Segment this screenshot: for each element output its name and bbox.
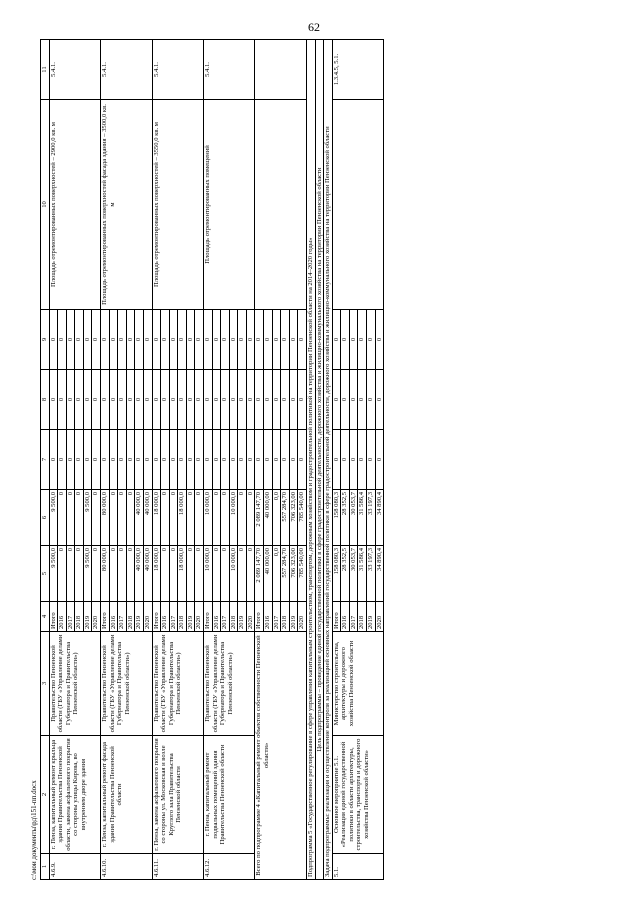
regional-cell: 0 [161, 490, 170, 546]
local-cell: 0 [366, 370, 375, 430]
local-cell: 0 [143, 370, 152, 430]
year-cell: Итого [101, 602, 110, 632]
header-cell: 2 [41, 736, 50, 854]
header-cell: 8 [41, 370, 50, 430]
budget-table-sheet [40, 40, 600, 880]
header-cell: 11 [41, 40, 50, 100]
extra-cell: 0 [186, 310, 195, 370]
federal-cell: 0 [161, 430, 170, 490]
section-text: Задача подпрограммы: реализация и осуществление контроля за реализацией основных направлений государственной политики в сфере градостроительной деятельности, дорожного хозяйства и жилищно-коммунального хозяйства на территории Пензенской области [324, 40, 333, 880]
extra-cell: 0 [83, 310, 92, 370]
header-cell: 9 [41, 310, 50, 370]
federal-cell: 0 [281, 430, 290, 490]
regional-cell: 0 [109, 490, 118, 546]
federal-cell: 0 [349, 430, 358, 490]
year-cell: 2017 [272, 602, 281, 632]
extra-cell: 0 [152, 310, 161, 370]
federal-cell: 0 [332, 430, 341, 490]
local-cell: 0 [221, 370, 230, 430]
federal-cell: 0 [49, 430, 58, 490]
regional-cell: 0 [92, 490, 101, 546]
regional-cell: 33 197,3 [366, 490, 375, 546]
regional-cell: 28 352,5 [341, 490, 350, 546]
regional-cell: 2 089 147,70 [255, 490, 264, 546]
year-cell: 2020 [92, 602, 101, 632]
local-cell: 0 [135, 370, 144, 430]
total-cell: 40 000,00 [264, 546, 273, 602]
total-cell: 0 [66, 546, 75, 602]
extra-cell: 0 [169, 310, 178, 370]
page-number: 62 [308, 20, 320, 34]
regional-cell: 0 [246, 490, 255, 546]
federal-cell: 0 [203, 430, 212, 490]
local-cell: 0 [289, 370, 298, 430]
year-cell: 2020 [375, 602, 384, 632]
extra-cell: 0 [143, 310, 152, 370]
regional-cell: 9 500,0 [49, 490, 58, 546]
total-cell: 9 500,0 [83, 546, 92, 602]
year-cell: 2017 [169, 602, 178, 632]
extra-cell: 0 [298, 310, 307, 370]
federal-cell: 0 [152, 430, 161, 490]
extra-cell: 0 [161, 310, 170, 370]
federal-cell: 0 [229, 430, 238, 490]
year-cell: 2019 [135, 602, 144, 632]
local-cell: 0 [75, 370, 84, 430]
section-row [324, 40, 333, 880]
year-cell: Итого [203, 602, 212, 632]
federal-cell: 0 [75, 430, 84, 490]
federal-cell: 0 [135, 430, 144, 490]
local-cell: 0 [332, 370, 341, 430]
extra-cell: 0 [332, 310, 341, 370]
local-cell: 0 [298, 370, 307, 430]
extra-cell: 0 [255, 310, 264, 370]
year-cell: 2017 [66, 602, 75, 632]
local-cell: 0 [238, 370, 247, 430]
regional-cell: 785 540,00 [298, 490, 307, 546]
extra-cell: 0 [238, 310, 247, 370]
indicator-cell [255, 100, 306, 310]
regional-cell: 31 586,4 [358, 490, 367, 546]
extra-cell: 0 [289, 310, 298, 370]
year-cell: 2019 [366, 602, 375, 632]
regional-cell: 18 000,0 [178, 490, 187, 546]
year-cell: 2018 [75, 602, 84, 632]
local-cell: 0 [358, 370, 367, 430]
executor: Правительство Пензенской области (ГБУ «Управление делами Губернатора и Правительства Пензенской области») [49, 632, 100, 736]
year-cell: 2016 [58, 602, 67, 632]
regional-cell: 0 [118, 490, 127, 546]
indicator-cell: Площадь отремонтированных поверхностей фасада здания – 3500,0 кв. м [101, 100, 152, 310]
link-cell: 5.4.1. [101, 40, 152, 100]
extra-cell: 0 [221, 310, 230, 370]
regional-cell: 0 [169, 490, 178, 546]
federal-cell: 0 [264, 430, 273, 490]
total-cell: 10 000,0 [229, 546, 238, 602]
section-row [306, 40, 315, 880]
total-cell: 0 [246, 546, 255, 602]
extra-cell: 0 [358, 310, 367, 370]
header-row [41, 40, 50, 880]
extra-cell: 0 [195, 310, 204, 370]
extra-cell: 0 [92, 310, 101, 370]
extra-cell: 0 [109, 310, 118, 370]
regional-cell: 40 000,00 [264, 490, 273, 546]
row-number: 4.6.11. [152, 854, 203, 880]
year-cell: Итого [332, 602, 341, 632]
federal-cell: 0 [341, 430, 350, 490]
year-cell: Итого [49, 602, 58, 632]
local-cell: 0 [203, 370, 212, 430]
local-cell: 0 [195, 370, 204, 430]
year-cell: 2017 [221, 602, 230, 632]
federal-cell: 0 [246, 430, 255, 490]
year-cell: 2017 [118, 602, 127, 632]
regional-cell: 10 000,0 [203, 490, 212, 546]
extra-cell: 0 [229, 310, 238, 370]
indicator-cell: Площадь отремонтированных поверхностей – 2900,0 кв. м [49, 100, 100, 310]
measure-name: Основное мероприятие 5.1. «Реализация единой государственной политики в области архитектуры, строительства, транспорта и дорожного хозяйства Пензенской области» [332, 736, 383, 854]
extra-cell: 0 [246, 310, 255, 370]
header-cell: 7 [41, 430, 50, 490]
local-cell: 0 [281, 370, 290, 430]
regional-cell: 0 [126, 490, 135, 546]
extra-cell: 0 [49, 310, 58, 370]
federal-cell: 0 [66, 430, 75, 490]
regional-cell: 0 [58, 490, 67, 546]
local-cell: 0 [169, 370, 178, 430]
local-cell: 0 [246, 370, 255, 430]
extra-cell: 0 [366, 310, 375, 370]
local-cell: 0 [66, 370, 75, 430]
year-cell: 2019 [83, 602, 92, 632]
total-cell: 40 000,0 [135, 546, 144, 602]
total-cell: 80 000,0 [101, 546, 110, 602]
local-cell: 0 [229, 370, 238, 430]
federal-cell: 0 [83, 430, 92, 490]
year-cell: 2016 [109, 602, 118, 632]
link-cell: 5.4.1. [203, 40, 254, 100]
local-cell: 0 [178, 370, 187, 430]
total-label: Всего по подпрограмме 4 «Капитальный ремонт объектов собственности Пензенской области» [255, 632, 306, 880]
year-cell: 2018 [229, 602, 238, 632]
year-cell: 2018 [126, 602, 135, 632]
total-cell: 0 [118, 546, 127, 602]
regional-cell: 0 [195, 490, 204, 546]
extra-cell: 0 [75, 310, 84, 370]
federal-cell: 0 [289, 430, 298, 490]
total-cell: 18 000,0 [178, 546, 187, 602]
extra-cell: 0 [375, 310, 384, 370]
year-cell: 2019 [186, 602, 195, 632]
total-cell: 706 323,00 [289, 546, 298, 602]
extra-cell: 0 [264, 310, 273, 370]
local-cell: 0 [349, 370, 358, 430]
federal-cell: 0 [126, 430, 135, 490]
regional-cell: 40 000,0 [135, 490, 144, 546]
year-cell: 2017 [349, 602, 358, 632]
extra-cell: 0 [203, 310, 212, 370]
link-cell: 5.4.1. [152, 40, 203, 100]
header-cell: 3 [41, 632, 50, 736]
regional-cell: 0 [212, 490, 221, 546]
extra-cell: 0 [135, 310, 144, 370]
executor: Правительство Пензенской области (ГБУ «Управление делами Губернатора и Правительства Пензенской области») [203, 632, 254, 736]
federal-cell: 0 [92, 430, 101, 490]
total-cell: 2 089 147,70 [255, 546, 264, 602]
total-cell: 0 [221, 546, 230, 602]
regional-cell: 34 890,4 [375, 490, 384, 546]
link-cell: 1.3.4.5, 5.1. [332, 40, 383, 100]
federal-cell: 0 [366, 430, 375, 490]
year-cell: 2020 [246, 602, 255, 632]
measure-name: г. Пенза, капитальный ремонт подвальных помещений здания Правительства Пензенской области [203, 736, 254, 854]
indicator-cell [332, 100, 383, 310]
extra-cell: 0 [101, 310, 110, 370]
regional-cell: 30 053,7 [349, 490, 358, 546]
federal-cell: 0 [221, 430, 230, 490]
total-cell: 10 000,0 [203, 546, 212, 602]
federal-cell: 0 [195, 430, 204, 490]
year-cell: Итого [255, 602, 264, 632]
year-cell: 2020 [195, 602, 204, 632]
local-cell: 0 [109, 370, 118, 430]
table-row [203, 40, 212, 880]
total-cell: 31 586,4 [358, 546, 367, 602]
total-cell: 40 000,0 [143, 546, 152, 602]
local-cell: 0 [186, 370, 195, 430]
link-cell [255, 40, 306, 100]
measure-name: г. Пенза, капитальный ремонт крыльца здания Правительства Пензенской области, замена асфальтового покрытия со стороны улицы Кирова, во внутреннем дворе здания [49, 736, 100, 854]
federal-cell: 0 [272, 430, 281, 490]
local-cell: 0 [272, 370, 281, 430]
federal-cell: 0 [212, 430, 221, 490]
total-cell: 34 890,4 [375, 546, 384, 602]
federal-cell: 0 [178, 430, 187, 490]
regional-cell: 557 284,70 [281, 490, 290, 546]
executor: Министерство строительства, архитектуры и дорожного хозяйства Пензенской области [332, 632, 383, 736]
local-cell: 0 [152, 370, 161, 430]
federal-cell: 0 [118, 430, 127, 490]
local-cell: 0 [255, 370, 264, 430]
budget-table [40, 39, 384, 880]
federal-cell: 0 [358, 430, 367, 490]
extra-cell: 0 [349, 310, 358, 370]
extra-cell: 0 [178, 310, 187, 370]
section-text: Цель подпрограммы – проведение единой государственной политики в сфере градостроительной деятельности, дорожного хозяйства и жилищно-коммунального хозяйства на территории Пензенской области [315, 40, 324, 880]
local-cell: 0 [161, 370, 170, 430]
total-cell: 0 [169, 546, 178, 602]
total-cell: 557 284,70 [281, 546, 290, 602]
measure-name: г. Пенза, замена асфальтового покрытия со стороны ул. Московская и возле Круглого зала Правительства Пензенской области [152, 736, 203, 854]
table-row [332, 40, 341, 880]
local-cell: 0 [49, 370, 58, 430]
extra-cell: 0 [272, 310, 281, 370]
regional-cell: 0 [75, 490, 84, 546]
total-cell: 0 [161, 546, 170, 602]
federal-cell: 0 [186, 430, 195, 490]
total-cell: 0,0 [272, 546, 281, 602]
total-cell: 0 [212, 546, 221, 602]
link-cell: 5.4.1. [49, 40, 100, 100]
federal-cell: 0 [238, 430, 247, 490]
regional-cell: 0 [186, 490, 195, 546]
federal-cell: 0 [298, 430, 307, 490]
year-cell: 2018 [358, 602, 367, 632]
section-text: Подпрограмма 5 «Государственное регулирование в сфере управления капитальным строительством, транспортом, дорожным хозяйством и градостроительной политикой на территории Пензенской области на 2014–2020 годы» [306, 40, 315, 880]
total-cell: 0 [238, 546, 247, 602]
federal-cell: 0 [109, 430, 118, 490]
table-row [152, 40, 161, 880]
local-cell: 0 [83, 370, 92, 430]
header-cell: 6 [41, 490, 50, 546]
year-cell: 2016 [341, 602, 350, 632]
regional-cell: 40 000,0 [143, 490, 152, 546]
year-cell: 2018 [281, 602, 290, 632]
local-cell: 0 [118, 370, 127, 430]
regional-cell: 0 [238, 490, 247, 546]
local-cell: 0 [264, 370, 273, 430]
total-cell: 18 000,0 [152, 546, 161, 602]
local-cell: 0 [375, 370, 384, 430]
total-cell: 30 053,7 [349, 546, 358, 602]
regional-cell: 18 000,0 [152, 490, 161, 546]
row-number: 4.6.12. [203, 854, 254, 880]
total-cell: 0 [58, 546, 67, 602]
year-cell: 2016 [161, 602, 170, 632]
federal-cell: 0 [58, 430, 67, 490]
year-cell: 2019 [238, 602, 247, 632]
total-cell: 0 [75, 546, 84, 602]
year-cell: 2016 [212, 602, 221, 632]
extra-cell: 0 [212, 310, 221, 370]
year-cell: 2020 [298, 602, 307, 632]
total-cell: 9 500,0 [49, 546, 58, 602]
indicator-cell: Площадь отремонтированных поверхностей – 3550,0 кв. м [152, 100, 203, 310]
year-cell: 2019 [289, 602, 298, 632]
total-cell: 0 [195, 546, 204, 602]
local-cell: 0 [212, 370, 221, 430]
federal-cell: 0 [169, 430, 178, 490]
extra-cell: 0 [66, 310, 75, 370]
header-cell: 4 [41, 602, 50, 632]
federal-cell: 0 [375, 430, 384, 490]
total-cell: 785 540,00 [298, 546, 307, 602]
section-row [315, 40, 324, 880]
regional-cell: 0,0 [272, 490, 281, 546]
local-cell: 0 [92, 370, 101, 430]
regional-cell: 0 [66, 490, 75, 546]
table-row [101, 40, 110, 880]
regional-cell: 0 [221, 490, 230, 546]
row-number: 4.6.10. [101, 854, 152, 880]
total-cell: 33 197,3 [366, 546, 375, 602]
federal-cell: 0 [101, 430, 110, 490]
total-cell: 0 [126, 546, 135, 602]
executor: Правительство Пензенской области (ГБУ «Управление делами Губернатора и Правительства Пензенской области») [152, 632, 203, 736]
table-row [255, 40, 264, 880]
regional-cell: 80 000,0 [101, 490, 110, 546]
local-cell: 0 [341, 370, 350, 430]
regional-cell: 706 323,00 [289, 490, 298, 546]
extra-cell: 0 [58, 310, 67, 370]
local-cell: 0 [101, 370, 110, 430]
table-row [49, 40, 58, 880]
year-cell: 2018 [178, 602, 187, 632]
local-cell: 0 [58, 370, 67, 430]
measure-name: г. Пенза, капитальный ремонт фасада здания Правительства Пензенской области [101, 736, 152, 854]
year-cell: 2016 [264, 602, 273, 632]
footer-path: c:\мои документы\рд\151-пп.docx [30, 780, 38, 880]
indicator-cell: Площадь отремонтированных помещений [203, 100, 254, 310]
row-number: 4.6.9. [49, 854, 100, 880]
regional-cell: 158 080,3 [332, 490, 341, 546]
executor: Правительство Пензенской области (ГБУ «Управление делами Губернатора и Правительства Пензенской области») [101, 632, 152, 736]
total-cell: 0 [186, 546, 195, 602]
total-cell: 0 [109, 546, 118, 602]
year-cell: 2020 [143, 602, 152, 632]
year-cell: Итого [152, 602, 161, 632]
federal-cell: 0 [255, 430, 264, 490]
row-number: 5.1. [332, 854, 383, 880]
extra-cell: 0 [126, 310, 135, 370]
federal-cell: 0 [143, 430, 152, 490]
extra-cell: 0 [341, 310, 350, 370]
total-cell: 158 080,3 [332, 546, 341, 602]
total-cell: 28 352,5 [341, 546, 350, 602]
extra-cell: 0 [281, 310, 290, 370]
header-cell: 10 [41, 100, 50, 310]
header-cell: 5 [41, 546, 50, 602]
header-cell: 1 [41, 854, 50, 880]
regional-cell: 9 500,0 [83, 490, 92, 546]
extra-cell: 0 [118, 310, 127, 370]
total-cell: 0 [92, 546, 101, 602]
local-cell: 0 [126, 370, 135, 430]
regional-cell: 10 000,0 [229, 490, 238, 546]
